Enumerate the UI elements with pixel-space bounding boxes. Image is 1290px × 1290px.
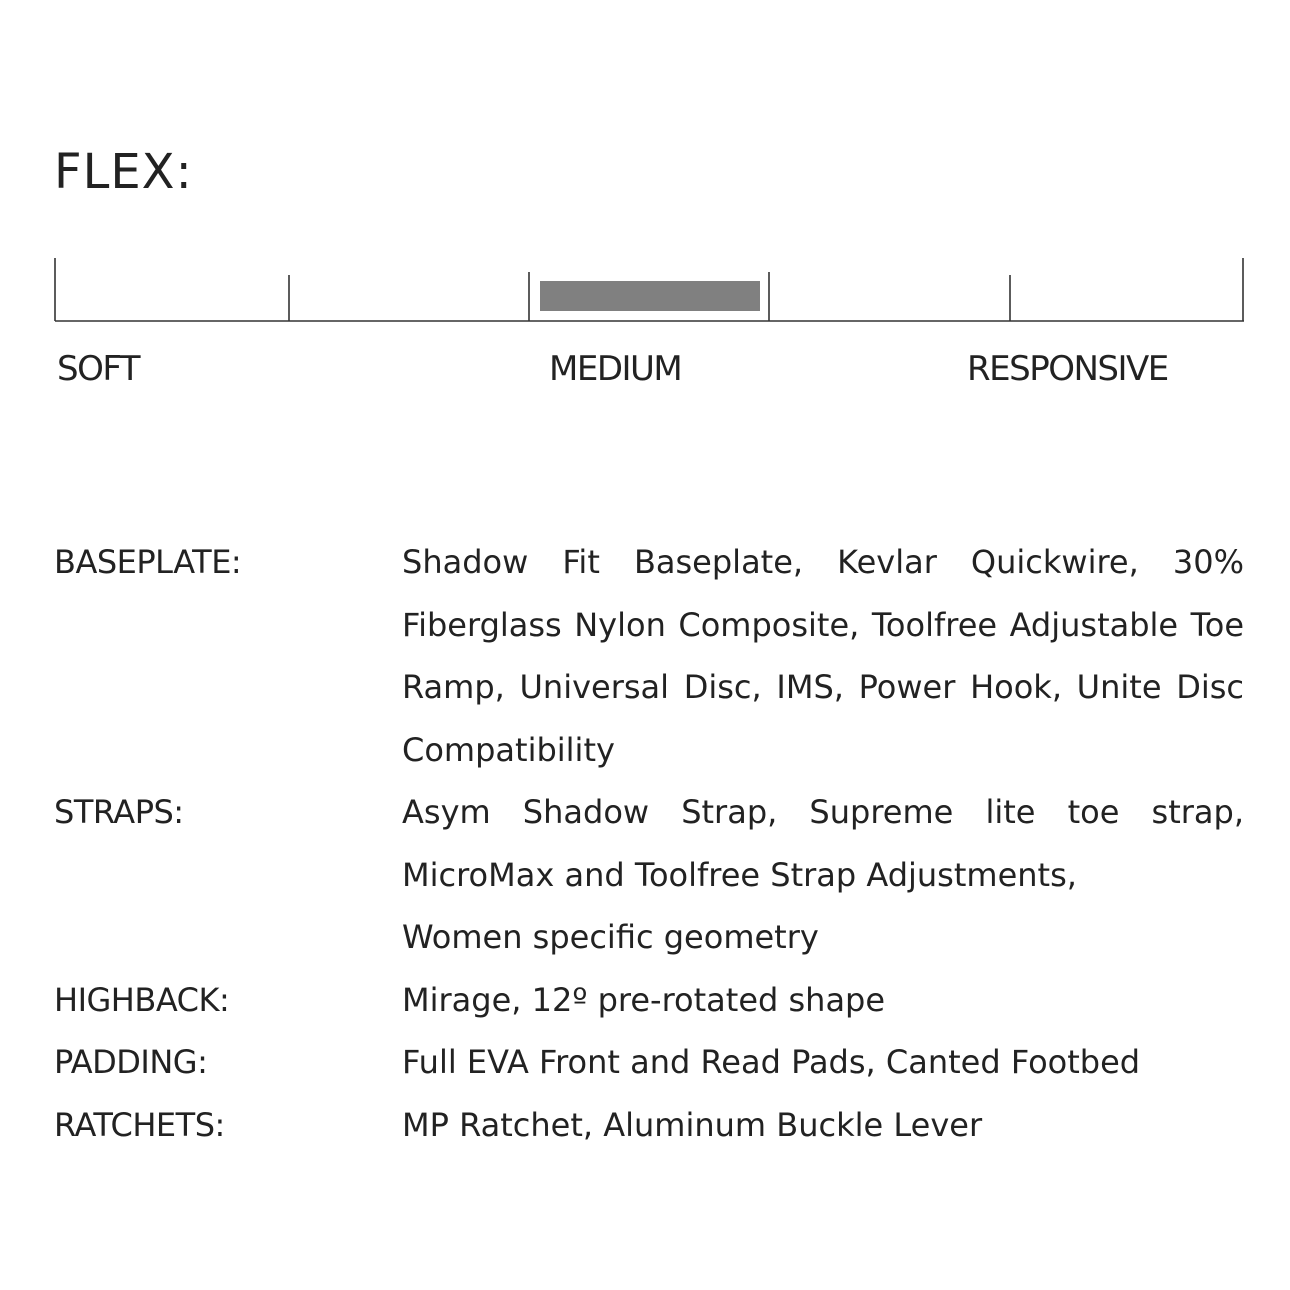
spec-value-line: Compatibility: [402, 730, 615, 769]
flex-title: FLEX:: [54, 144, 193, 200]
spec-value-padding: [402, 1031, 1244, 1094]
spec-value-baseplate: [402, 531, 1244, 781]
spec-row-padding: [54, 1031, 1244, 1094]
spec-value-line: Women specific geometry: [402, 918, 819, 956]
spec-value-line: Shadow Fit Baseplate, Kevlar Quickwire, 30%: [402, 543, 1244, 581]
flex-label-soft: SOFT: [57, 349, 140, 389]
spec-value-line: Mirage, 12º pre-rotated shape: [402, 980, 886, 1019]
spec-value-line: MP Ratchet, Aluminum Buckle Lever: [402, 1105, 983, 1144]
spec-label-highback: HIGHBACK:: [54, 980, 230, 1019]
spec-list: [54, 531, 1244, 1156]
spec-label-baseplate: BASEPLATE:: [54, 543, 242, 581]
spec-value-line: MicroMax and Toolfree Strap Adjustments,: [402, 855, 1077, 894]
flex-rating-indicator: [540, 281, 760, 311]
spec-value-ratchets: [402, 1094, 1244, 1157]
spec-label-padding: PADDING:: [54, 1043, 208, 1081]
spec-row-ratchets: [54, 1094, 1244, 1157]
flex-label-medium: MEDIUM: [549, 349, 682, 389]
spec-row-highback: [54, 969, 1244, 1032]
spec-value-straps: [402, 781, 1244, 969]
spec-row-straps: [54, 781, 1244, 969]
flex-label-responsive: RESPONSIVE: [967, 349, 1168, 389]
spec-label-straps: STRAPS:: [54, 793, 184, 831]
spec-value-line: Asym Shadow Strap, Supreme lite toe strap,: [402, 793, 1244, 831]
spec-value-line: Ramp, Universal Disc, IMS, Power Hook, Unite Disc: [402, 668, 1244, 706]
spec-label-ratchets: RATCHETS:: [54, 1105, 225, 1144]
spec-value-highback: [402, 969, 1244, 1032]
flex-scale: [54, 255, 1245, 323]
spec-value-line: Fiberglass Nylon Composite, Toolfree Adjustable Toe: [402, 605, 1244, 644]
spec-row-baseplate: [54, 531, 1244, 781]
spec-value-line: Full EVA Front and Read Pads, Canted Footbed: [402, 1043, 1141, 1081]
flex-scale-graphic: [54, 255, 1245, 323]
